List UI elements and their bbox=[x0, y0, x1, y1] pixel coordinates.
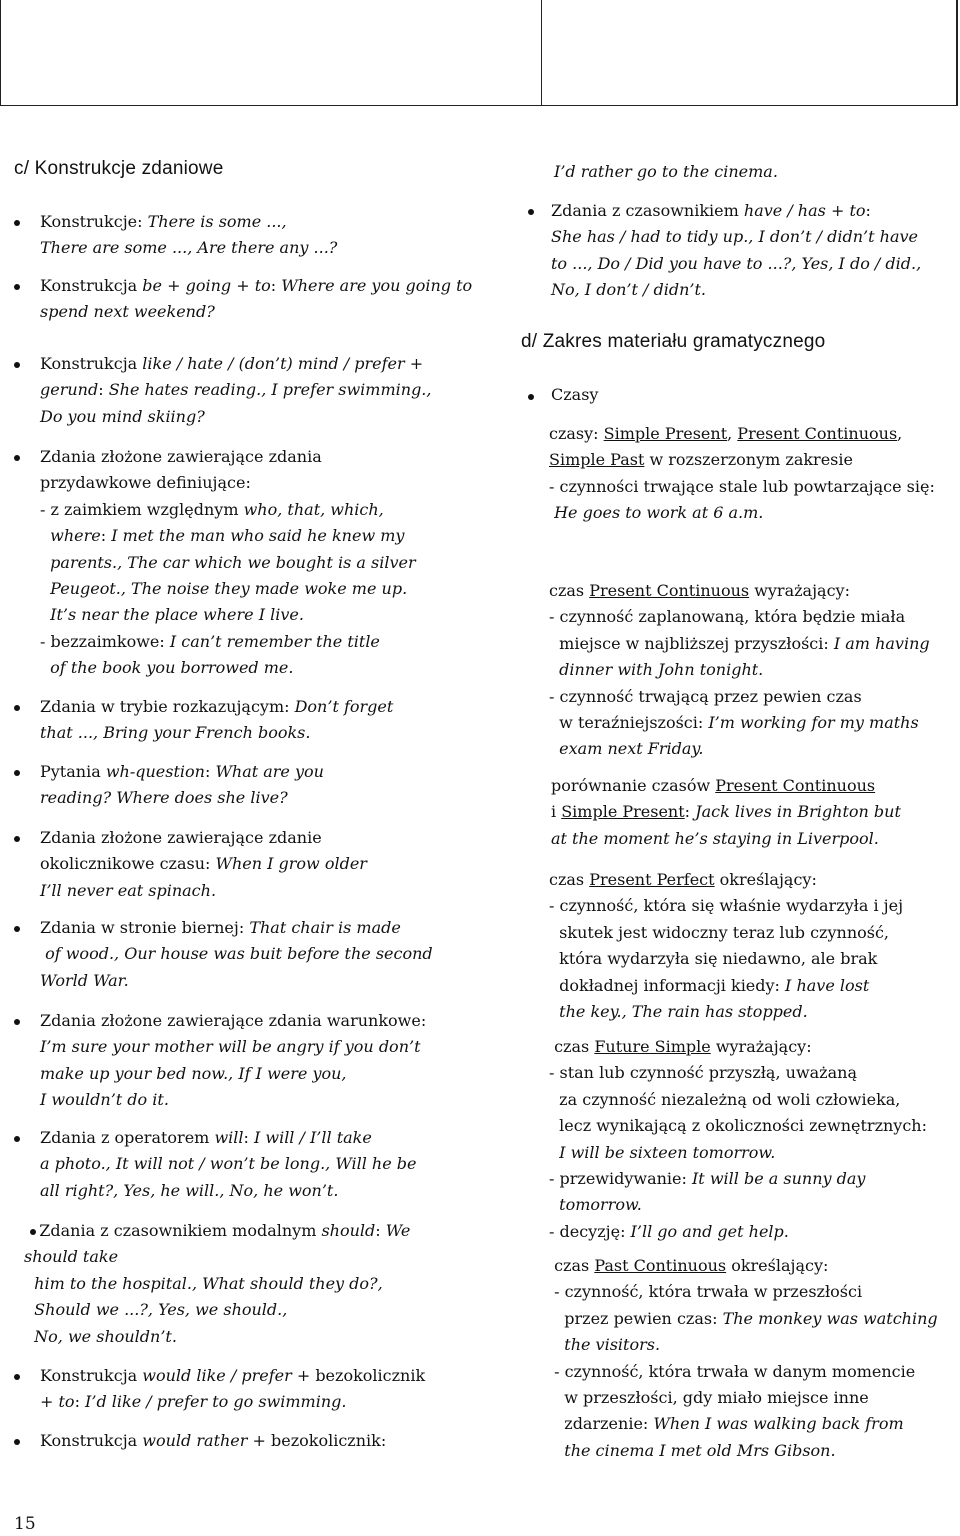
text-line: Konstrukcja would rather + bezokolicznik: bbox=[40, 1431, 387, 1450]
text-line: I will be sixteen tomorrow. bbox=[559, 1142, 776, 1162]
list-item bbox=[40, 1008, 426, 1114]
text-line: to ..., Do / Did you have to ...?, Yes, I do / did., bbox=[551, 253, 922, 273]
text-line: I wouldn’t do it. bbox=[40, 1090, 169, 1110]
text-line: - bezzaimkowe: I can’t remember the title bbox=[40, 631, 380, 651]
bullet-icon bbox=[14, 220, 20, 226]
text-line: It’s near the place where I live. bbox=[50, 605, 304, 625]
text-line: Zdania złożone zawierające zdania bbox=[40, 447, 322, 466]
text-line: - przewidywanie: It will be a sunny day bbox=[549, 1169, 866, 1189]
text-line: przydawkowe definiujące: bbox=[40, 473, 251, 493]
text-line: która wydarzyła się niedawno, ale brak bbox=[549, 949, 878, 969]
list-item bbox=[40, 273, 472, 326]
list-item bbox=[40, 444, 416, 682]
text-line: exam next Friday. bbox=[559, 739, 704, 759]
text-line: make up your bed now., If I were you, bbox=[40, 1063, 347, 1083]
text-line: Should we ...?, Yes, we should., bbox=[34, 1300, 288, 1320]
text-line: czas Future Simple wyrażający: bbox=[549, 1037, 812, 1056]
text-line: He goes to work at 6 a.m. bbox=[554, 503, 764, 523]
text-line: tomorrow. bbox=[559, 1195, 642, 1215]
text-line: the key., The rain has stopped. bbox=[559, 1002, 808, 1022]
list-item bbox=[40, 1363, 425, 1416]
text-line: za czynność niezależną od woli człowieka, bbox=[549, 1089, 901, 1109]
text-line: Konstrukcja would like / prefer + bezokolicznik bbox=[40, 1366, 426, 1385]
tense-block bbox=[549, 578, 930, 763]
text-line: - czynność trwającą przez pewien czas bbox=[549, 686, 862, 706]
tense-block bbox=[549, 421, 935, 527]
right-top-line bbox=[554, 159, 778, 185]
list-item bbox=[40, 1125, 417, 1204]
text-line: - czynność zaplanowaną, która będzie miała bbox=[549, 607, 906, 627]
text-line: Zdania złożone zawierające zdania warunkowe: bbox=[40, 1011, 427, 1030]
text-line: at the moment he’s staying in Liverpool. bbox=[551, 828, 879, 848]
text-line: - czynności trwające stale lub powtarzające się: bbox=[549, 476, 935, 496]
text-line: a photo., It will not / won’t be long., Will he be bbox=[40, 1154, 417, 1174]
bullet-icon bbox=[14, 705, 20, 711]
text-line: w przeszłości, gdy miało miejsce inne bbox=[549, 1388, 869, 1408]
text-line: czas Past Continuous określający: bbox=[549, 1256, 829, 1275]
header-table-divider bbox=[541, 0, 542, 105]
text-line: okolicznikowe czasu: When I grow older bbox=[40, 854, 367, 874]
text-line: czas Present Continuous wyrażający: bbox=[549, 581, 850, 600]
text-line: zdarzenie: When I was walking back from bbox=[549, 1414, 904, 1434]
text-line: the visitors. bbox=[564, 1335, 661, 1355]
text-line: I’d rather go to the cinema. bbox=[554, 162, 778, 181]
text-line: - czynność, która trwała w danym momencie bbox=[549, 1361, 916, 1381]
text-line: that ..., Bring your French books. bbox=[40, 723, 311, 743]
text-line: of the book you borrowed me. bbox=[50, 658, 294, 678]
text-line: czasy: Simple Present, Present Continuous, bbox=[549, 424, 903, 443]
text-line: skutek jest widoczny teraz lub czynność, bbox=[549, 922, 890, 942]
bullet-icon bbox=[14, 1019, 20, 1025]
section-title-konstrukcje: c/ Konstrukcje zdaniowe bbox=[14, 158, 224, 179]
text-line: all right?, Yes, he will., No, he won’t. bbox=[40, 1180, 339, 1200]
text-line: No, I don’t / didn’t. bbox=[551, 280, 706, 300]
text-line: - stan lub czynność przyszłą, uważaną bbox=[549, 1063, 857, 1083]
list-item bbox=[40, 759, 324, 812]
text-line: Peugeot., The noise they made woke me up. bbox=[50, 579, 408, 599]
tense-block bbox=[549, 867, 903, 1025]
list-item bbox=[40, 209, 337, 262]
text-line: miejsce w najbliższej przyszłości: I am having bbox=[549, 633, 930, 653]
text-line: I’m sure your mother will be angry if you don’t bbox=[40, 1037, 421, 1057]
header-table-box bbox=[0, 0, 958, 106]
bullet-icon bbox=[14, 362, 20, 368]
text-line: him to the hospital., What should they do?, bbox=[34, 1273, 383, 1293]
text-line: where: I met the man who said he knew my bbox=[50, 526, 405, 546]
text-line: Simple Past w rozszerzonym zakresie bbox=[549, 450, 853, 470]
text-line: gerund: She hates reading., I prefer swimming., bbox=[40, 380, 432, 400]
text-line: Zdania w stronie biernej: That chair is made bbox=[40, 918, 401, 937]
text-line: + to: I’d like / prefer to go swimming. bbox=[40, 1392, 347, 1412]
czasy-label: Czasy bbox=[551, 385, 599, 404]
text-line: porównanie czasów Present Continuous bbox=[551, 776, 876, 795]
bullet-icon bbox=[14, 455, 20, 461]
text-line: czas Present Perfect określający: bbox=[549, 870, 817, 889]
bullet-icon bbox=[528, 209, 534, 215]
text-line: Konstrukcja be + going + to: Where are you going to bbox=[40, 276, 473, 295]
bullet-icon bbox=[14, 836, 20, 842]
text-line: She has / had to tidy up., I don’t / didn’t have bbox=[551, 227, 918, 247]
bullet-icon bbox=[14, 1439, 20, 1445]
text-line: i Simple Present: Jack lives in Brighton but bbox=[551, 802, 901, 822]
text-line: - decyzję: I’ll go and get help. bbox=[549, 1221, 789, 1241]
text-line: lecz wynikającą z okoliczności zewnętrznych: bbox=[549, 1116, 927, 1136]
list-item bbox=[24, 1218, 410, 1350]
page-number: 15 bbox=[14, 1514, 36, 1534]
text-line: should take bbox=[24, 1247, 119, 1267]
tense-block bbox=[549, 1253, 938, 1464]
list-item bbox=[40, 1428, 386, 1454]
bullet-icon bbox=[14, 770, 20, 776]
text-line: Zdania z operatorem will: I will / I’ll take bbox=[40, 1128, 372, 1147]
tense-block bbox=[551, 773, 901, 852]
text-line: Pytania wh-question: What are you bbox=[40, 762, 324, 781]
bullet-icon bbox=[14, 1374, 20, 1380]
bullet-icon bbox=[528, 394, 534, 400]
list-item bbox=[40, 694, 393, 747]
list-item bbox=[40, 825, 367, 904]
text-line: Zdania złożone zawierające zdanie bbox=[40, 828, 322, 847]
text-line: reading? Where does she live? bbox=[40, 788, 288, 808]
text-line: parents., The car which we bought is a silver bbox=[50, 552, 416, 572]
text-line: dokładnej informacji kiedy: I have lost bbox=[549, 975, 870, 995]
text-line: World War. bbox=[40, 970, 129, 990]
text-line: - czynność, która się właśnie wydarzyła i jej bbox=[549, 896, 904, 916]
text-line: There are some ..., Are there any ...? bbox=[40, 238, 338, 258]
text-line: przez pewien czas: The monkey was watching bbox=[549, 1308, 938, 1328]
item-have-to bbox=[551, 198, 921, 304]
text-line: Konstrukcja like / hate / (don’t) mind / prefer + bbox=[40, 354, 424, 373]
text-line: - czynność, która trwała w przeszłości bbox=[549, 1282, 863, 1302]
bullet-icon bbox=[14, 926, 20, 932]
text-line: the cinema I met old Mrs Gibson. bbox=[564, 1440, 836, 1460]
bullet-icon bbox=[14, 284, 20, 290]
text-line: Do you mind skiing? bbox=[40, 406, 205, 426]
section-title-zakres: d/ Zakres materiału gramatycznego bbox=[521, 331, 826, 352]
list-item bbox=[40, 915, 433, 994]
text-line: of wood., Our house was buit before the second bbox=[45, 944, 433, 964]
list-item bbox=[40, 351, 431, 430]
text-line: - z zaimkiem względnym who, that, which, bbox=[40, 499, 384, 519]
bullet-icon bbox=[14, 1136, 20, 1142]
text-line: No, we shouldn’t. bbox=[34, 1326, 177, 1346]
text-line: spend next weekend? bbox=[40, 302, 215, 322]
text-line: dinner with John tonight. bbox=[559, 660, 764, 680]
text-line: Zdania z czasownikiem have / has + to: bbox=[551, 201, 871, 220]
text-line: Konstrukcje: There is some ..., bbox=[40, 212, 287, 231]
text-line: w teraźniejszości: I’m working for my maths bbox=[549, 713, 919, 733]
tense-block bbox=[549, 1034, 927, 1245]
text-line: I’ll never eat spinach. bbox=[40, 880, 217, 900]
text-line: Zdania z czasownikiem modalnym should: We bbox=[24, 1221, 411, 1240]
text-line: Zdania w trybie rozkazującym: Don’t forget bbox=[40, 697, 394, 716]
